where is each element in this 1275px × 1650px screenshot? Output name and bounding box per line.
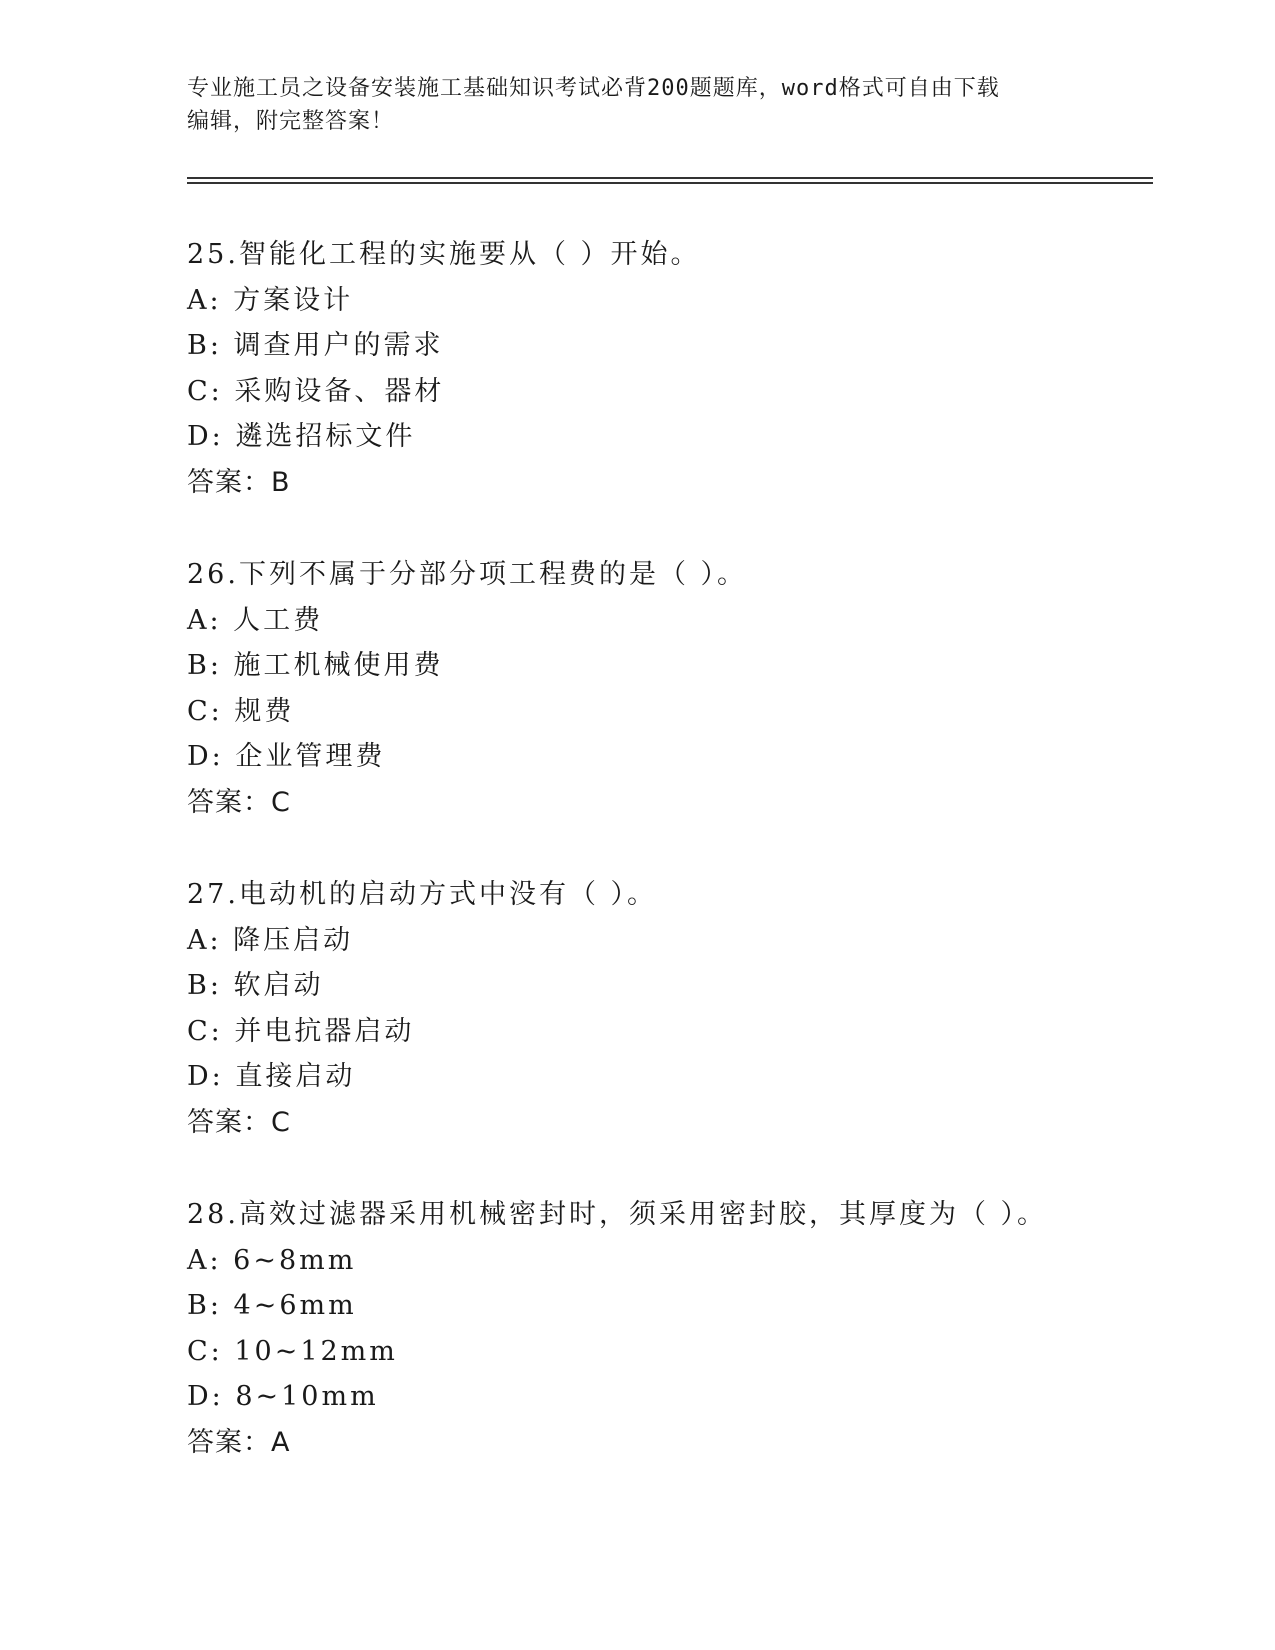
header-divider-top <box>187 177 1153 179</box>
header-divider-bottom <box>187 182 1153 184</box>
option-b: B: 软启动 <box>187 970 324 1001</box>
answer: 答案：C <box>187 786 291 818</box>
option-b: B: 调查用户的需求 <box>187 330 444 361</box>
option-d: D: 8~10mm <box>187 1381 379 1412</box>
question-27 <box>187 872 1147 1145</box>
option-b: B: 施工机械使用费 <box>187 650 444 681</box>
option-c: C: 并电抗器启动 <box>187 1015 415 1047</box>
option-c: C: 规费 <box>187 695 295 727</box>
answer: 答案：C <box>187 1106 291 1138</box>
question-stem: 28.高效过滤器采用机械密封时，须采用密封胶，其厚度为（ ）。 <box>187 1199 1048 1230</box>
option-a: A: 人工费 <box>187 604 324 636</box>
question-25 <box>187 232 1147 505</box>
option-c: C: 采购设备、器材 <box>187 375 445 407</box>
option-a: A: 6~8mm <box>187 1244 357 1276</box>
question-28 <box>187 1192 1147 1465</box>
question-stem: 27.电动机的启动方式中没有（ ）。 <box>187 879 658 910</box>
option-c: C: 10~12mm <box>187 1335 398 1367</box>
header-line-1: 专业施工员之设备安装施工基础知识考试必背200题题库，word格式可自由下载 <box>187 76 1000 101</box>
option-a: A: 方案设计 <box>187 284 354 316</box>
document-header <box>187 72 1067 138</box>
option-d: D: 直接启动 <box>187 1061 356 1092</box>
answer: 答案：A <box>187 1426 291 1458</box>
option-a: A: 降压启动 <box>187 924 354 956</box>
header-line-2: 编辑，附完整答案！ <box>187 109 395 134</box>
question-stem: 25.智能化工程的实施要从（ ）开始。 <box>187 239 701 270</box>
option-d: D: 遴选招标文件 <box>187 421 416 452</box>
answer: 答案：B <box>187 466 291 498</box>
question-26 <box>187 552 1147 825</box>
option-b: B: 4~6mm <box>187 1290 357 1321</box>
option-d: D: 企业管理费 <box>187 741 386 772</box>
question-stem: 26.下列不属于分部分项工程费的是（ ）。 <box>187 559 748 590</box>
